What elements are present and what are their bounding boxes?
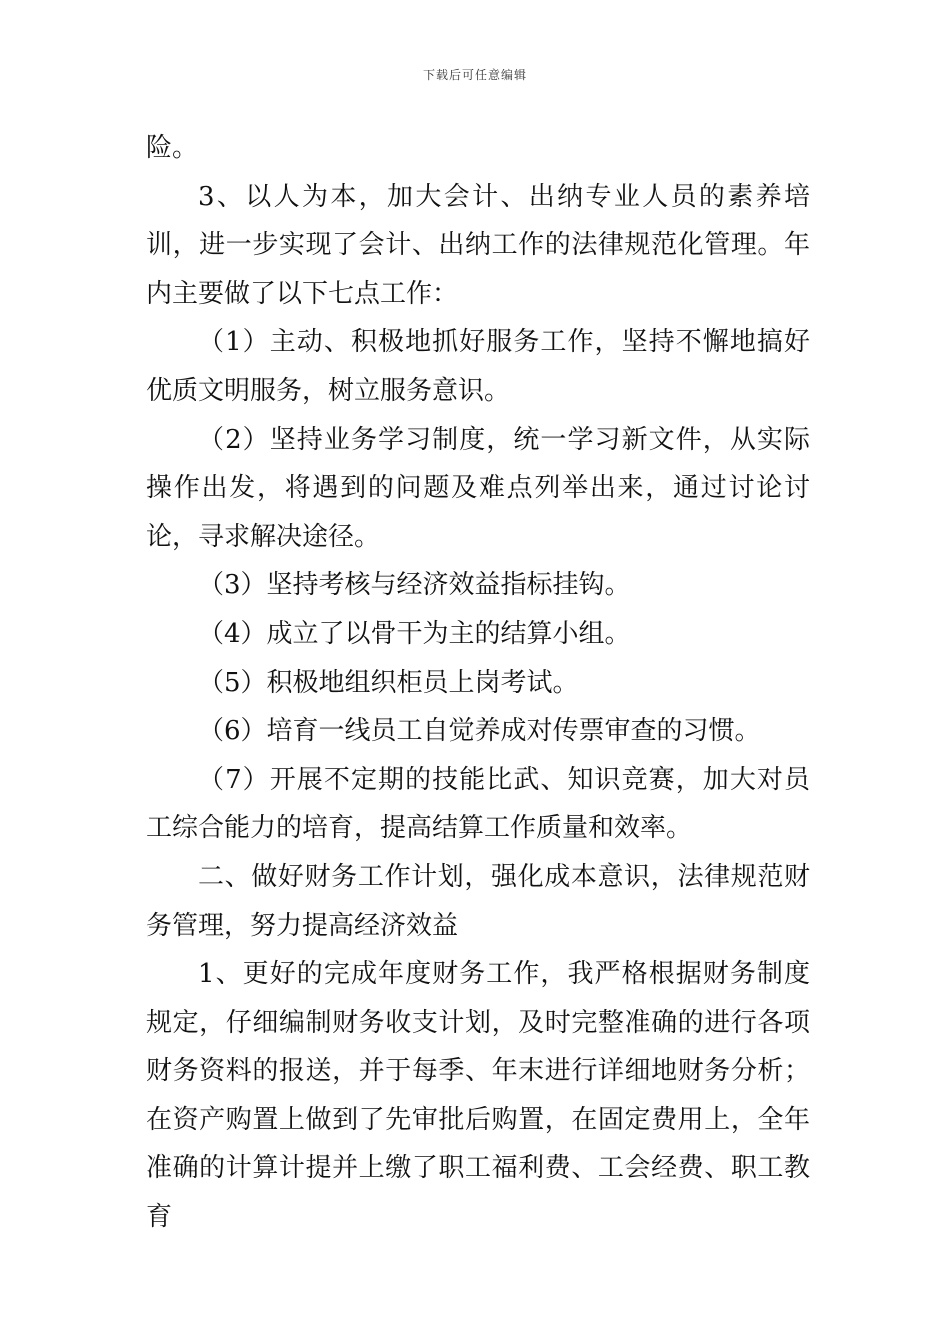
paragraph-1: 险。 bbox=[146, 133, 199, 163]
paragraph-2: 3、以人为本，加大会计、出纳专业人员的素养培训，进一步实现了会计、出纳工作的法律规范化管理。年内主要做了以下七点工作： bbox=[146, 181, 810, 309]
paragraph-8: （6）培育一线员工自觉养成对传票审查的习惯。 bbox=[198, 716, 761, 747]
paragraph-4: （2）坚持业务学习制度，统一学习新文件，从实际操作出发，将遇到的问题及难点列举出来，通过讨论讨论，寻求解决途径。 bbox=[146, 424, 810, 552]
paragraph-6: （4）成立了以骨干为主的结算小组。 bbox=[198, 618, 631, 649]
section-heading: 二、做好财务工作计划，强化成本意识，法律规范财务管理，努力提高经济效益 bbox=[146, 861, 810, 941]
paragraph-9: （7）开展不定期的技能比武、知识竞赛，加大对员工综合能力的培育，提高结算工作质量和效率。 bbox=[146, 764, 810, 844]
paragraph-5: （3）坚持考核与经济效益指标挂钩。 bbox=[198, 570, 631, 601]
document-body bbox=[146, 124, 810, 1242]
paragraph-7: （5）积极地组织柜员上岗考试。 bbox=[198, 667, 579, 698]
page-header-note: 下载后可任意编辑 bbox=[422, 68, 527, 82]
paragraph-3: （1）主动、积极地抓好服务工作，坚持不懈地搞好优质文明服务，树立服务意识。 bbox=[146, 327, 810, 406]
paragraph-11: 1、更好的完成年度财务工作，我严格根据财务制度规定，仔细编制财务收支计划，及时完整准确的进行各项财务资料的报送，并于每季、年末进行详细地财务分析；在资产购置上做到了先审批后购置，在固定费用上，全年准确的计算计提并上缴了职工福利费、工会经费、职工教育 bbox=[146, 959, 810, 1233]
